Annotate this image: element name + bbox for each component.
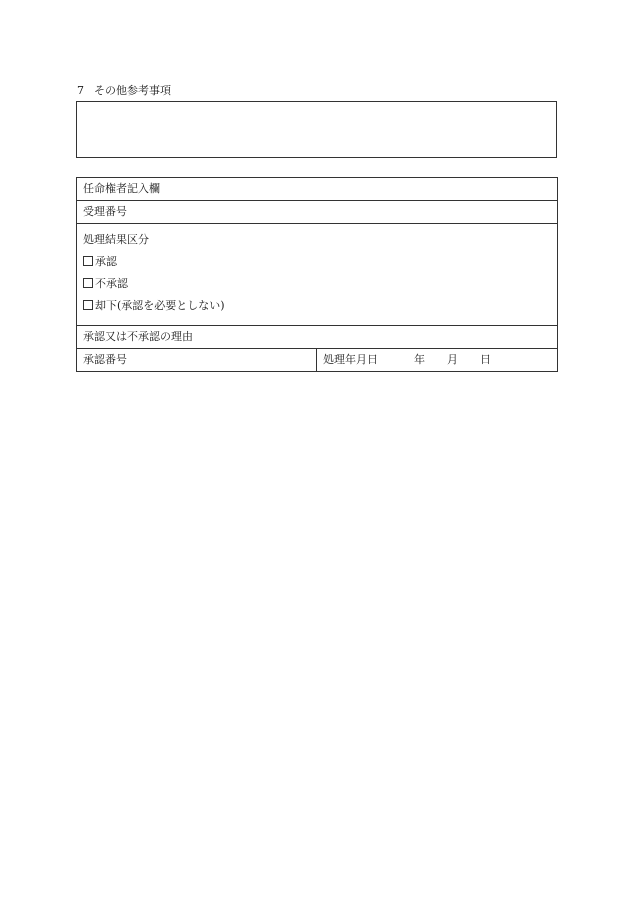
receipt-number-label: 受理番号 <box>83 205 127 218</box>
reject-checkbox[interactable] <box>83 300 93 310</box>
section-number: 7 <box>77 84 84 97</box>
authority-entry-table <box>76 177 558 372</box>
processing-date-field[interactable] <box>317 349 558 372</box>
date-month-unit: 月 <box>447 353 458 366</box>
date-year-unit: 年 <box>414 353 425 366</box>
authority-header: 任命権者記入欄 <box>77 178 558 201</box>
receipt-number-field[interactable] <box>77 201 558 224</box>
option-disapprove[interactable] <box>83 277 551 299</box>
approval-number-label: 承認番号 <box>83 353 127 366</box>
option-approve[interactable] <box>83 255 551 277</box>
section-title: その他参考事項 <box>94 84 171 97</box>
other-notes-heading <box>77 84 171 98</box>
result-classification-row <box>77 224 558 326</box>
approval-number-field[interactable] <box>77 349 317 372</box>
option-approve-label: 承認 <box>95 255 117 268</box>
option-reject[interactable] <box>83 299 551 321</box>
receipt-number-row <box>77 201 558 224</box>
result-classification-cell <box>77 224 558 326</box>
approval-row <box>77 349 558 372</box>
disapprove-checkbox[interactable] <box>83 278 93 288</box>
other-notes-field[interactable] <box>76 101 557 158</box>
date-day-unit: 日 <box>480 353 491 366</box>
option-disapprove-label: 不承認 <box>95 277 128 290</box>
processing-date-label: 処理年月日 <box>323 353 378 366</box>
reason-label: 承認又は不承認の理由 <box>83 330 193 343</box>
option-reject-label: 却下(承認を必要としない) <box>95 299 225 312</box>
result-classification-label: 処理結果区分 <box>83 233 149 246</box>
approve-checkbox[interactable] <box>83 256 93 266</box>
authority-header-row <box>77 178 558 201</box>
reason-field[interactable] <box>77 326 558 349</box>
reason-row <box>77 326 558 349</box>
